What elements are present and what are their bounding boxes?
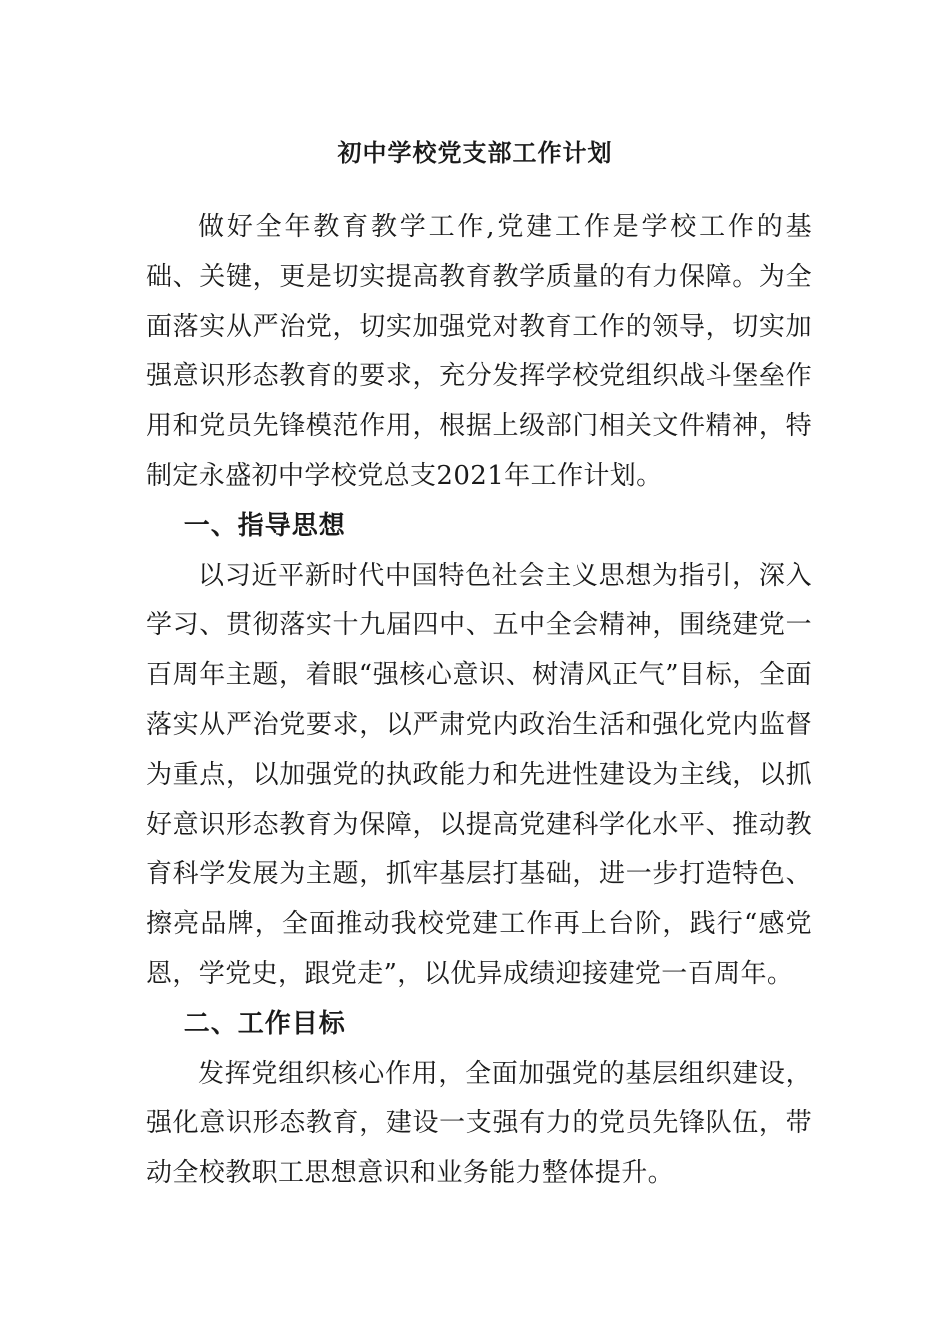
section-heading-work-goals: 二、工作目标 <box>183 1008 346 1039</box>
document-body <box>146 203 812 1199</box>
section-paragraph-guiding-ideology: 以习近平新时代中国特色社会主义思想为指引，深入学习、贯彻落实十九届四中、五中全会精神，围绕建党一百周年主题，着眼“强核心意识、树清风正气”目标，全面落实从严治党要求，以严肃党内政治生活和强化党内监督为重点，以加强党的执政能力和先进性建设为主线，以抓好意识形态教育为保障，以提高党建科学化水平、推动教育科学发展为主题，抓牢基层打基础，进一步打造特色、擦亮品牌，全面推动我校党建工作再上台阶，践行“感党恩，学党史，跟党走”，以优异成绩迎接建党一百周年。 <box>146 560 812 989</box>
document-title: 初中学校党支部工作计划 <box>337 138 613 167</box>
section-paragraph-work-goals: 发挥党组织核心作用，全面加强党的基层组织建设，强化意识形态教育，建设一支强有力的党员先锋队伍，带动全校教职工思想意识和业务能力整体提升。 <box>146 1058 812 1189</box>
intro-paragraph: 做好全年教育教学工作,党建工作是学校工作的基础、关键，更是切实提高教育教学质量的有力保障。为全面落实从严治党，切实加强党对教育工作的领导，切实加强意识形态教育的要求，充分发挥学校党组织战斗堡垒作用和党员先锋模范作用，根据上级部门相关文件精神，特制定永盛初中学校党总支2021年工作计划。 <box>146 212 812 491</box>
section-heading-guiding-ideology: 一、指导思想 <box>183 510 346 541</box>
